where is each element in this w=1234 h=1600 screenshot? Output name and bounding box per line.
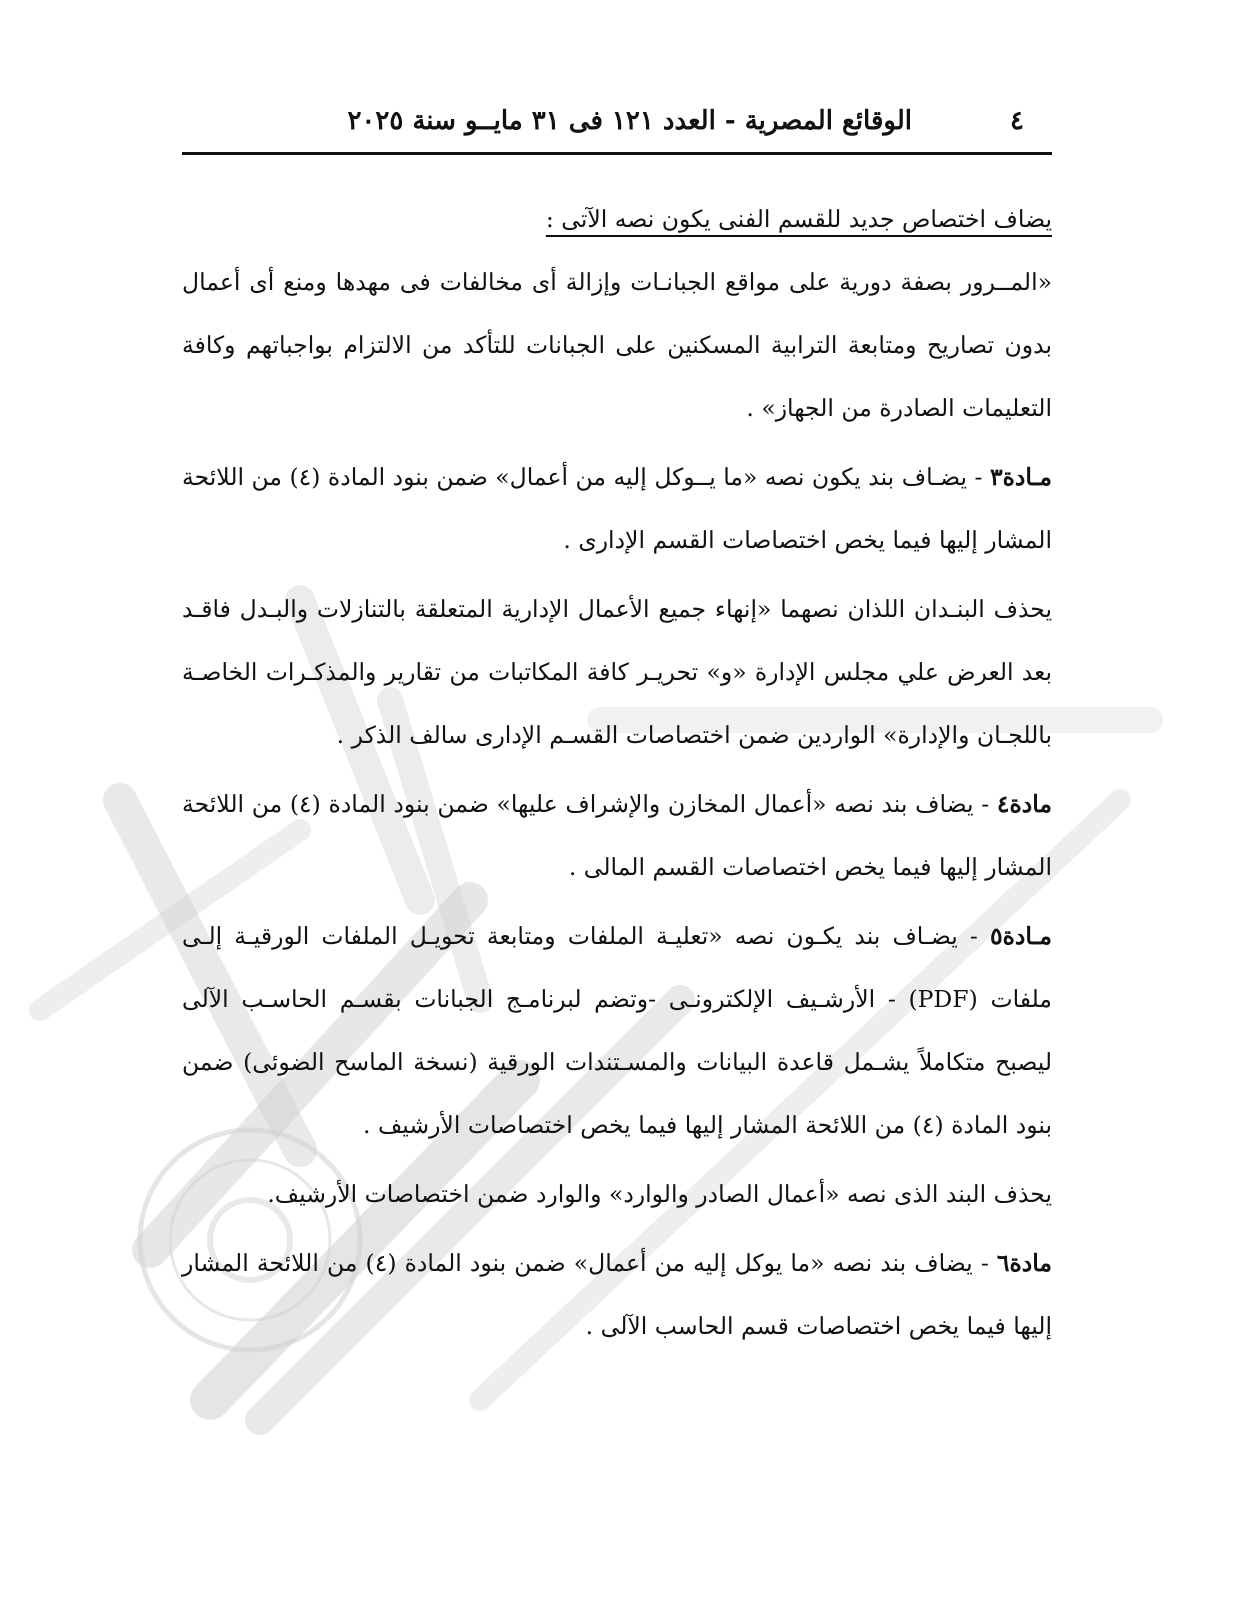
article-6 <box>182 1232 1052 1358</box>
article-3-text: - يضـاف بند يكون نصه «ما يــوكل إليه من أعمال» ضمن بنود المادة (٤) من اللائحة المشار إليها فيما يخص اختصاصات القسم الإدارى . <box>182 463 1052 554</box>
paragraph-deletion-archive: يحذف البند الذى نصه «أعمال الصادر والوارد» والوارد ضمن اختصاصات الأرشيف. <box>267 1180 1052 1208</box>
document-body <box>182 188 1052 1358</box>
paragraph-inspection: «المــرور بصفة دورية على مواقع الجبانـات وإزالة أى مخالفات فى مهدها ومنع أى أعمال بدون تصاريح ومتابعة الترابية المسكنين على الجبانات للتأكد من الالتزام بواجباتهم وكافة التعليمات الصادرة من الجهاز» . <box>182 268 1052 422</box>
article-4-text: - يضاف بند نصه «أعمال المخازن والإشراف عليها» ضمن بنود المادة (٤) من اللائحة المشار إليها فيما يخص اختصاصات القسم المالى . <box>182 790 1052 881</box>
article-4 <box>182 773 1052 899</box>
article-3-label: مـادة٣ <box>989 463 1052 491</box>
header-divider <box>182 152 1052 155</box>
paragraph-deletion-admin: يحذف البنـدان اللذان نصهما «إنهاء جميع الأعمال الإدارية المتعلقة بالتنازلات والبـدل فاقـد بعد العرض علي مجلس الإدارة «و» تحريـر كافة المكاتبات من تقارير والمذكـرات الخاصـة باللجـان والإدارة» الواردين ضمن اختصاصات القسـم الإدارى سالف الذكر . <box>182 595 1052 749</box>
article-5-label: مـادة٥ <box>989 922 1052 950</box>
gazette-title: الوقائع المصرية - العدد ١٢١ فى ٣١ مايــو سنة ٢٠٢٥ <box>347 106 912 136</box>
page-header <box>182 100 1052 150</box>
page-number: ٤ <box>1010 106 1024 136</box>
article-6-label: مادة٦ <box>996 1249 1053 1277</box>
article-6-text: - يضاف بند نصه «ما يوكل إليه من أعمال» ضمن بنود المادة (٤) من اللائحة المشار إليها فيما يخص اختصاصات قسم الحاسب الآلى . <box>182 1249 1052 1340</box>
article-5 <box>182 905 1052 1157</box>
article-5-text: - يضـاف بند يكـون نصه «تعليـة الملفات ومتابعة تحويـل الملفات الورقيـة إلـى ملفات (PDF) - الأرشـيف الإلكترونـى -وتضم لبرنامـج الجبانات بقسـم الحاسـب الآلى ليصبح متكاملاً يشـمل قاعدة البيانات والمسـتندات الورقية (نسخة الماسح الضوئى) ضمن بنود المادة (٤) من اللائحة المشار إليها فيما يخص اختصاصات الأرشيف . <box>182 922 1052 1139</box>
article-4-label: مادة٤ <box>996 790 1053 818</box>
article-3 <box>182 446 1052 572</box>
intro-paragraph <box>182 188 1052 251</box>
intro-heading: يضاف اختصاص جديد للقسم الفنى يكون نصه الآتى : <box>545 205 1052 233</box>
